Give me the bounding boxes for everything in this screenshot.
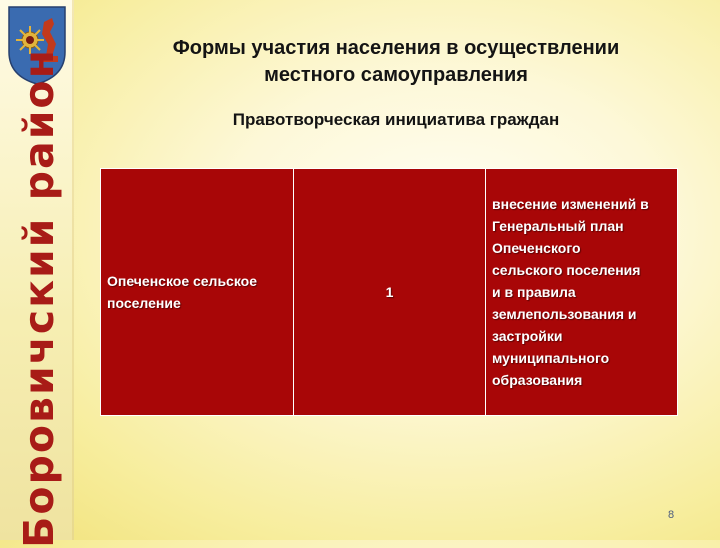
description-line: образования	[492, 372, 583, 388]
slide-title	[100, 35, 692, 89]
initiative-table	[100, 168, 678, 416]
description-line: землепользования и	[492, 306, 637, 322]
district-vertical-title: Боровичский район	[15, 48, 63, 548]
description-line: застройки	[492, 328, 563, 344]
description-cell	[486, 169, 678, 416]
slide-title-line-2: местного самоуправления	[264, 64, 528, 86]
slide-subtitle: Правотворческая инициатива граждан	[232, 110, 560, 129]
description-line: муниципального	[492, 350, 610, 366]
description-line: внесение изменений в	[492, 196, 649, 212]
settlement-cell	[101, 169, 294, 416]
settlement-name-line-1: Опеченское сельское	[107, 273, 258, 289]
description-line: Генеральный план	[492, 218, 624, 234]
description-line: и в правила	[492, 284, 576, 300]
slide-title-line-1: Формы участия населения в осуществлении	[172, 37, 620, 59]
description-line: сельского поселения	[492, 262, 641, 278]
settlement-name-line-2: поселение	[107, 295, 181, 311]
page-number: 8	[668, 509, 675, 521]
initiative-count: 1	[385, 284, 394, 300]
band-divider	[72, 0, 74, 540]
count-cell	[294, 169, 486, 416]
table-row	[101, 169, 678, 416]
description-line: Опеченского	[492, 240, 581, 256]
